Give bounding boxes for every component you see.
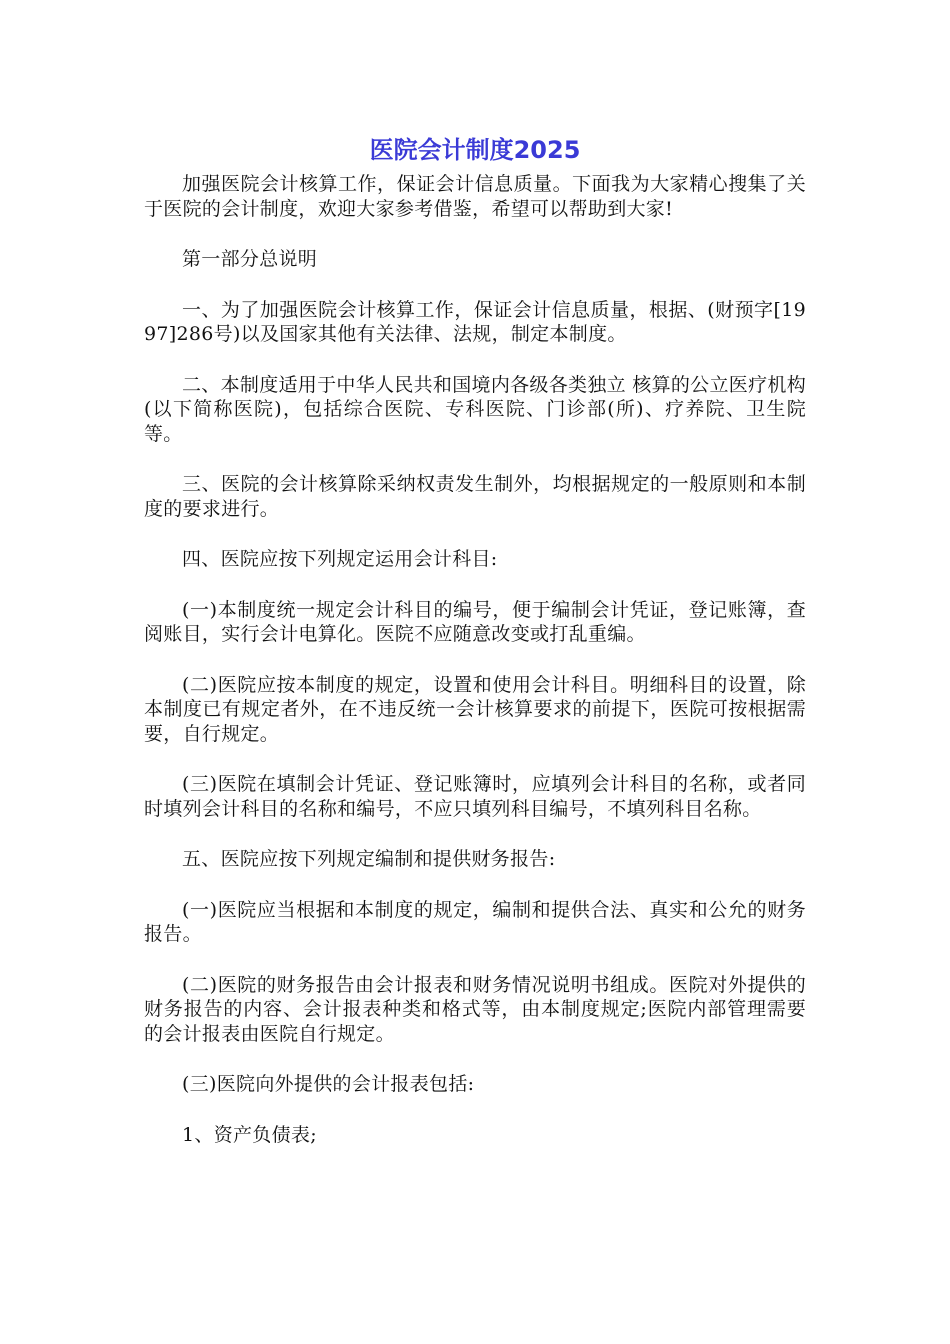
paragraph-item-5: 五、医院应按下列规定编制和提供财务报告: (182, 848, 556, 870)
list-item-balance-sheet: 1、资产负债表; (182, 1123, 317, 1146)
paragraph-item-2: 二、本制度适用于中华人民共和国境内各级各类独立 核算的公立医疗机构(以下简称医院)，包括综合医院、专科医院、门诊部(所)、疗养院、卫生院等。 (144, 373, 806, 445)
paragraph-subitem-5-3: (三)医院向外提供的会计报表包括: (182, 1073, 475, 1095)
paragraph-item-3: 三、医院的会计核算除采纳权责发生制外，均根据规定的一般原则和本制度的要求进行。 (144, 473, 806, 520)
section-heading: 第一部分总说明 (182, 248, 318, 270)
paragraph-subitem-4-1: (一)本制度统一规定会计科目的编号，便于编制会计凭证，登记账簿，查阅账目，实行会计电算化。医院不应随意改变或打乱重编。 (144, 598, 806, 645)
paragraph-subitem-4-3: (三)医院在填制会计凭证、登记账簿时，应填列会计科目的名称，或者同时填列会计科目的名称和编号，不应只填列科目编号，不填列科目名称。 (144, 773, 806, 820)
paragraph-subitem-5-2: (二)医院的财务报告由会计报表和财务情况说明书组成。医院对外提供的财务报告的内容、会计报表种类和格式等，由本制度规定;医院内部管理需要的会计报表由医院自行规定。 (144, 973, 806, 1045)
paragraph-subitem-4-2: (二)医院应按本制度的规定，设置和使用会计科目。明细科目的设置，除本制度已有规定者外，在不违反统一会计核算要求的前提下，医院可按根据需要，自行规定。 (144, 673, 806, 745)
paragraph-item-4: 四、医院应按下列规定运用会计科目: (182, 548, 498, 570)
document-title: 医院会计制度2025 (369, 136, 581, 164)
paragraph-subitem-5-1: (一)医院应当根据和本制度的规定，编制和提供合法、真实和公允的财务报告。 (144, 898, 806, 945)
document-page (144, 132, 806, 1173)
paragraph-item-1: 一、为了加强医院会计核算工作，保证会计信息质量，根据、(财预字[1997]286号)以及国家其他有关法律、法规，制定本制度。 (144, 298, 806, 345)
intro-paragraph: 加强医院会计核算工作，保证会计信息质量。下面我为大家精心搜集了关于医院的会计制度，欢迎大家参考借鉴，希望可以帮助到大家! (144, 173, 806, 220)
